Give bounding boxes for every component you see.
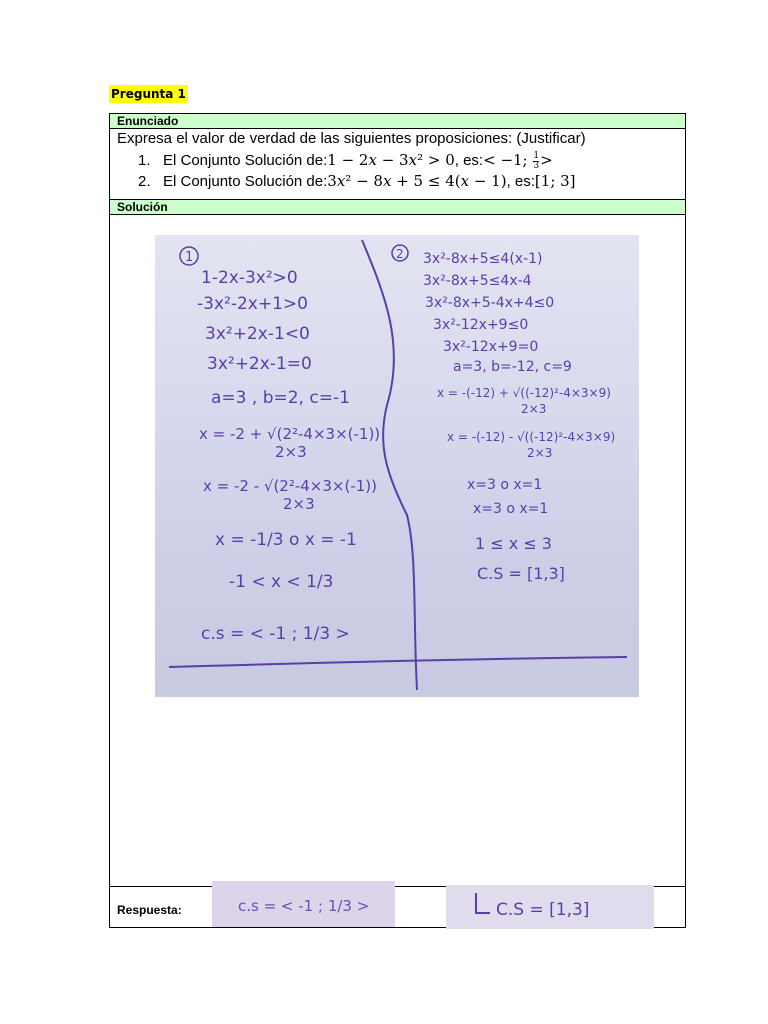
item-prefix: El Conjunto Solución de: [163, 152, 328, 169]
hw-left-6: 2×3 [275, 443, 307, 461]
answer-crop-1-svg [212, 881, 395, 927]
item-suffix: , es: [454, 152, 484, 169]
proposition-item-1 [138, 150, 576, 171]
respuesta-row [110, 886, 685, 929]
circle-2-label: 2 [396, 247, 404, 261]
arrow-icon [476, 893, 490, 913]
question-table [109, 113, 686, 928]
hw-left-2: 3x²+2x-1<0 [205, 324, 310, 344]
hw-right-1: 3x²-8x+5≤4x-4 [423, 273, 532, 289]
hw-left-1: -3x²-2x+1>0 [197, 294, 308, 314]
answer-crop-2-svg [446, 885, 654, 929]
bottom-line [169, 657, 627, 667]
circle-1-label: 1 [185, 250, 194, 265]
hw-right-8: x = -(-12) - √((-12)²-4×3×9) [447, 430, 616, 444]
hw-right-13: C.S = [1,3] [477, 564, 565, 583]
item-number: 1. [138, 152, 151, 169]
item-number: 2. [138, 173, 151, 190]
inequality-2: 3x² − 8x + 5 ≤ 4(x − 1) [327, 172, 507, 190]
hw-right-7: 2×3 [521, 402, 547, 416]
hw-left-8: 2×3 [283, 495, 315, 513]
enunciado-header: Enunciado [110, 114, 685, 129]
hw-right-0: 3x²-8x+5≤4(x-1) [423, 251, 543, 267]
hw-right-5: a=3, b=-12, c=9 [453, 359, 572, 375]
hw-left-4: a=3 , b=2, c=-1 [211, 388, 350, 408]
hw-left-7: x = -2 - √(2²-4×3×(-1)) [203, 477, 378, 495]
hw-left-3: 3x²+2x-1=0 [207, 354, 312, 374]
question-tag: Pregunta 1 [111, 87, 186, 101]
answer-1-text: c.s = < -1 ; 1/3 > [238, 897, 370, 915]
proposition-list [138, 150, 576, 192]
proposition-item-2 [138, 171, 576, 192]
column-divider [362, 240, 417, 690]
item-suffix: , es: [506, 173, 535, 190]
hw-right-3: 3x²-12x+9≤0 [433, 317, 529, 333]
hw-left-0: 1-2x-3x²>0 [201, 268, 298, 288]
hw-right-4: 3x²-12x+9=0 [443, 339, 539, 355]
respuesta-label: Respuesta: [117, 903, 182, 917]
hw-right-10: x=3 o x=1 [467, 477, 543, 493]
statement-text: Expresa el valor de verdad de las siguientes proposiciones: (Justificar) [117, 130, 586, 147]
hw-right-6: x = -(-12) + √((-12)²-4×3×9) [437, 386, 611, 400]
handwriting-svg [155, 235, 639, 697]
answer-crop-1 [212, 881, 395, 927]
hw-right-2: 3x²-8x+5-4x+4≤0 [425, 295, 555, 311]
answer-crop-2 [446, 885, 654, 929]
answer-interval-2: [1; 3] [534, 172, 576, 190]
hw-left-11: c.s = < -1 ; 1/3 > [201, 624, 350, 644]
item-prefix: El Conjunto Solución de: [163, 173, 328, 190]
hw-right-11: x=3 o x=1 [473, 501, 549, 517]
right-column [423, 251, 615, 583]
hw-right-9: 2×3 [527, 446, 553, 460]
answer-interval-1: < −1; $\frac{1}{3}$ > [483, 150, 553, 171]
inequality-1: 1 − 2x − 3x² > 0 [327, 151, 455, 169]
hw-right-12: 1 ≤ x ≤ 3 [475, 534, 552, 553]
answer-2-text: C.S = [1,3] [496, 900, 590, 920]
solucion-header: Solución [110, 199, 685, 215]
hw-left-9: x = -1/3 o x = -1 [215, 530, 357, 550]
left-column [197, 268, 380, 644]
handwritten-solution-photo [155, 235, 639, 697]
hw-left-5: x = -2 + √(2²-4×3×(-1)) [199, 425, 381, 443]
hw-left-10: -1 < x < 1/3 [229, 572, 334, 592]
